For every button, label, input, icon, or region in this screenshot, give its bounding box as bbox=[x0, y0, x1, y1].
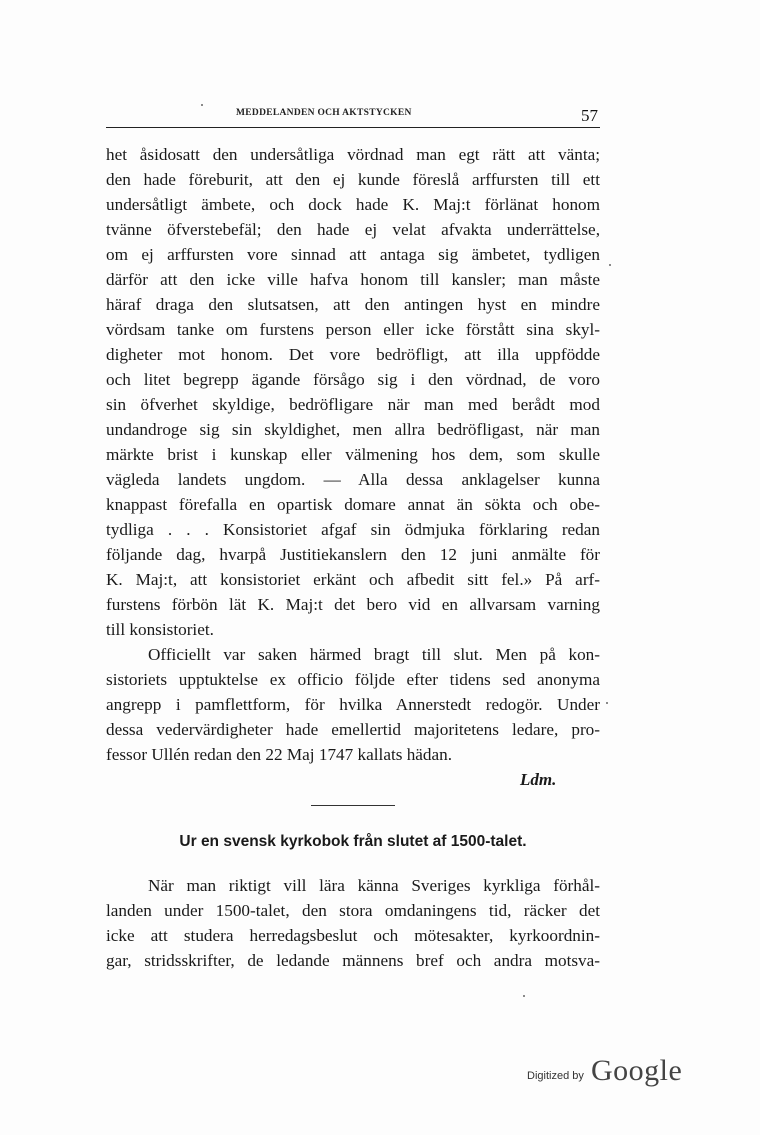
text-line: landen under 1500-talet, den stora omdaningens tid, räcker det bbox=[106, 901, 600, 920]
text-line: gar, stridsskrifter, de ledande männens bref och andra motsva- bbox=[106, 951, 600, 970]
text-line: tydliga . . . Konsistoriet afgaf sin ödmjuka förklaring redan bbox=[106, 520, 600, 539]
text-line: vägleda landets ungdom. — Alla dessa anklagelser kunna bbox=[106, 470, 600, 489]
text-line: till konsistoriet. bbox=[106, 620, 214, 639]
body-text bbox=[106, 873, 600, 973]
text-line: undandroge sig sin skyldighet, men allra bedröfligast, när man bbox=[106, 420, 600, 439]
text-line: om ej arffursten vore sinnad att antaga sig ämbetet, tydligen bbox=[106, 245, 600, 264]
running-title: MEDDELANDEN OCH AKTSTYCKEN bbox=[236, 108, 412, 118]
scan-speck bbox=[606, 702, 608, 704]
text-line: dessa vedervärdigheter hade emellertid majoritetens ledare, pro- bbox=[106, 720, 600, 739]
text-line: och litet begrepp ägande försågo sig i den vördnad, de voro bbox=[106, 370, 600, 389]
text-line: följande dag, hvarpå Justitiekanslern den 12 juni anmälte för bbox=[106, 545, 600, 564]
paragraph bbox=[106, 873, 600, 973]
text-line: angrepp i pamflettform, för hvilka Annerstedt redogör. Under bbox=[106, 695, 600, 714]
text-line: vördsam tanke om furstens person eller icke förstått sina skyl- bbox=[106, 320, 600, 339]
scan-speck bbox=[201, 104, 203, 106]
text-line: den hade föreburit, att den ej kunde föreslå arffursten till ett bbox=[106, 170, 600, 189]
author-signature: Ldm. bbox=[520, 770, 557, 789]
text-line: häraf draga den slutsatsen, att den antingen hyst en mindre bbox=[106, 295, 600, 314]
page-number: 57 bbox=[581, 106, 598, 125]
text-line: knappast förefalla en opartisk domare annat än sökta och obe- bbox=[106, 495, 600, 514]
running-header bbox=[106, 106, 600, 130]
text-line: undersåtligt ämbete, och dock hade K. Maj:t förlänat honom bbox=[106, 195, 600, 214]
google-logo: Google bbox=[591, 1054, 683, 1087]
section-heading: Ur en svensk kyrkobok från slutet af 1500-talet. bbox=[179, 833, 527, 850]
text-line: furstens förbön lät K. Maj:t det bero vid en allvarsam varning bbox=[106, 595, 600, 614]
text-line: K. Maj:t, att konsistoriet erkänt och afbedit sitt fel.» På arf- bbox=[106, 570, 600, 589]
text-line: digheter mot honom. Det vore bedröfligt, att illa uppfödde bbox=[106, 345, 600, 364]
text-line: fessor Ullén redan den 22 Maj 1747 kallats hädan. bbox=[106, 745, 453, 764]
body-text bbox=[106, 142, 600, 767]
text-line: När man riktigt vill lära känna Sveriges kyrkliga förhål- bbox=[148, 876, 600, 895]
text-line: tvänne öfverstebefäl; den hade ej velat afvakta underrättelse, bbox=[106, 220, 600, 239]
scan-speck bbox=[609, 264, 611, 266]
header-rule bbox=[106, 127, 600, 128]
text-line: Officiellt var saken härmed bragt till slut. Men på kon- bbox=[148, 645, 600, 664]
scan-speck bbox=[523, 995, 525, 997]
text-line: därför att den icke ville hafva honom till kansler; man måste bbox=[106, 270, 600, 289]
text-line: icke att studera herredagsbeslut och mötesakter, kyrkoordnin- bbox=[106, 926, 600, 945]
text-line: sistoriets upptuktelse ex officio följde efter tidens sed anonyma bbox=[106, 670, 600, 689]
text-line: het åsidosatt den undersåtliga vördnad man egt rätt att vänta; bbox=[106, 145, 600, 164]
watermark-caption: Digitized by bbox=[527, 1070, 584, 1082]
text-line: sin öfverhet skyldige, bedröfligare när man med berådt mod bbox=[106, 395, 600, 414]
section-divider bbox=[311, 805, 395, 806]
paragraph bbox=[106, 642, 600, 767]
text-line: märkte brist i kunskap eller välmening hos dem, som skulle bbox=[106, 445, 600, 464]
paragraph bbox=[106, 142, 600, 642]
